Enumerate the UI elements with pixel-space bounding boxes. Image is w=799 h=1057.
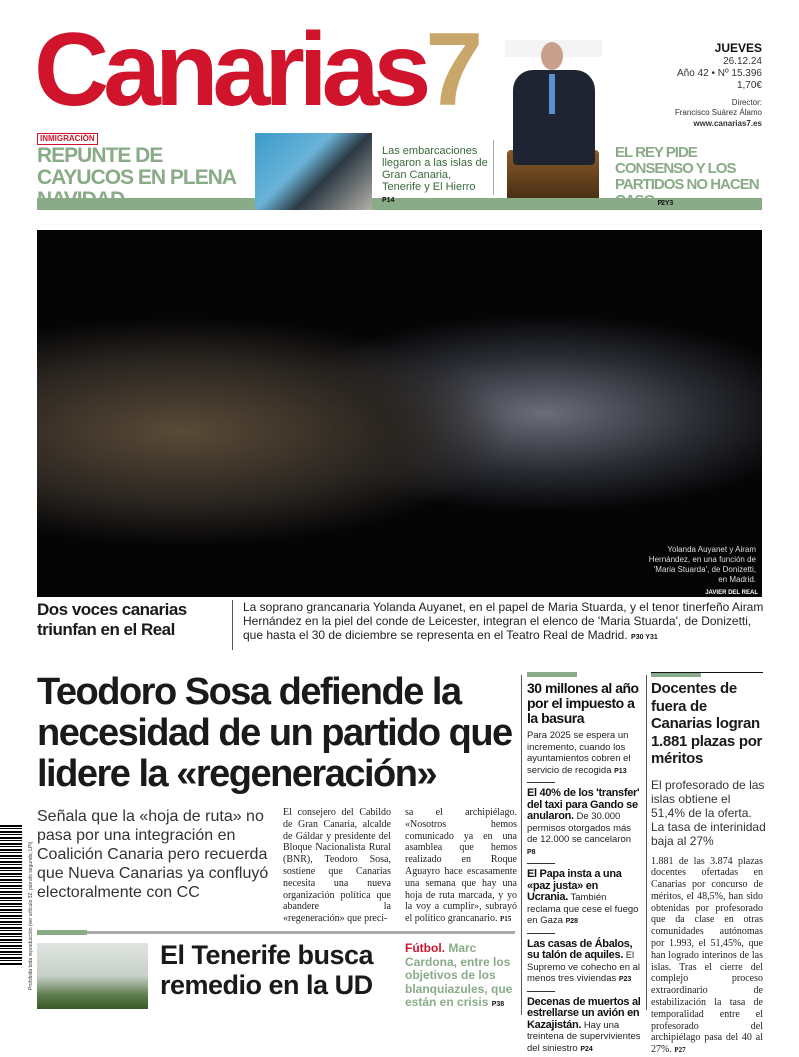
immigration-summary: [382, 145, 490, 207]
immigration-headline[interactable]: REPUNTE DE CAYUCOS EN PLENA NAVIDAD: [37, 145, 252, 211]
opera-title[interactable]: Dos voces canarias triunfan en el Real: [37, 600, 227, 640]
lead-headline[interactable]: Teodoro Sosa defiende la necesidad de un partido que lidere la «regeneración»: [37, 672, 517, 795]
page-ref: P15: [500, 915, 511, 923]
issue-number: Año 42 • Nº 15.396: [630, 68, 762, 80]
photo-credit: JAVIER DEL REAL: [705, 590, 758, 596]
sports-summary: [405, 942, 515, 1012]
brief-item[interactable]: [527, 869, 641, 928]
divider: [232, 600, 233, 650]
brief-item[interactable]: [527, 788, 641, 858]
director-label: Director:: [630, 98, 762, 108]
barcode: [0, 825, 22, 965]
lead-story: [37, 672, 517, 926]
brief-text: De 30.000 permisos otorgados más de 12.000 se cancelaron: [527, 811, 631, 845]
brief-headline: 30 millones al año por el impuesto a la basura: [527, 681, 641, 726]
masthead-logo: [34, 18, 477, 122]
teachers-subhead: El profesorado de las islas obtiene el 51,4% de la oferta. La tasa de interinidad baja al 27%: [651, 778, 766, 848]
brief-headline: El Papa insta a una «paz justa» en Ucrania.: [527, 868, 622, 903]
legal-notice: Prohibida toda reproducción (ver artículo 32, párrafo segundo, LPI): [28, 842, 34, 990]
logo-name: Canarias: [34, 12, 425, 128]
brief-item[interactable]: [527, 939, 641, 986]
column-divider: [521, 675, 522, 1015]
photo-caption: Yolanda Auyanet y Airam Hernández, en una función de 'Maria Stuarda', de Donizetti, en Madrid.: [646, 545, 756, 585]
price: 1,70€: [630, 80, 762, 92]
lead-body-col2: [405, 807, 517, 926]
lead-body: [37, 807, 517, 926]
brief-item[interactable]: [527, 681, 641, 777]
brief-text: También reclama que cese el fuego en Gaza: [527, 892, 638, 926]
sports-headline[interactable]: El Tenerife busca remedio en la UD: [160, 940, 395, 1000]
page-ref: P14: [382, 197, 394, 204]
teachers-story: [651, 680, 766, 1057]
page-ref: P23: [619, 976, 631, 983]
page-ref: P38: [492, 1001, 504, 1008]
logo-number: 7: [425, 12, 477, 128]
headline-text: EL REY PIDE CONSENSO Y LOS PARTIDOS NO HACEN CASO: [615, 144, 759, 209]
text: La soprano grancanaria Yolanda Auyanet, en el papel de Maria Stuarda, y el tenor tinerfeño Airam Hernández en la piel del conde de Leicester, integran el elenco de 'Maria Stuarda', de Donizetti, que hasta el 30 de diciembre se representa en el Teatro Real de Madrid.: [243, 600, 763, 642]
brief-text: Para 2025 se espera un incremento, cuando los ayuntamientos cobren el servicio de recogida: [527, 730, 631, 776]
date: 26.12.24: [630, 56, 762, 68]
teachers-headline[interactable]: Docentes de fuera de Canarias logran 1.881 plazas por méritos: [651, 680, 766, 768]
lead-subhead: Señala que la «hoja de ruta» no pasa por una integración en Coalición Canaria pero recuerda que Nueva Canarias ya confluyó electoralmente con CC: [37, 807, 269, 902]
brief-text: El Supremo ve cohecho en al menos tres viviendas: [527, 950, 640, 984]
text: 1.881 de las 3.874 plazas docentes ofertadas en Canarias por concurso de méritos, el 48,5%, han sido obtenidas por profesorado que da clase en otras comunidades autónomas por 1.993, el 51,45%, que han logrado interinos de las islas. Tras el cierre del complejo proceso extraordinario de estabilización la tasa de temporalidad entre el profesorado del archipiélago pasa del 40 al 27%.: [651, 856, 763, 1056]
page-ref: P13: [614, 768, 626, 775]
brief-headline: El 40% de los 'transfer' del taxi para Gando se anularon.: [527, 787, 639, 822]
page-ref: P24: [580, 1046, 592, 1053]
text: Marc Cardona, entre los objetivos de los blanquiazules, que están en crisis: [405, 941, 512, 1009]
page-ref: P8: [527, 849, 536, 856]
page-ref: P30 Y31: [631, 634, 658, 641]
text: sa el archipiélago. «Nosotros hemos comunicado ya en una asamblea que hemos realizado en Roque Aguayro hace escasamente una semana que hay una hoja de ruta marcada, y yo la voy a cumplir», subrayó el político grancanario.: [405, 807, 517, 924]
brief-headline: Decenas de muertos al estrellarse un avión en Kazajistán.: [527, 996, 641, 1031]
section-label: Fútbol.: [405, 941, 445, 955]
section-tag: INMIGRACIÓN: [37, 133, 98, 145]
tenerife-photo[interactable]: [37, 943, 148, 1009]
king-photo[interactable]: [505, 40, 602, 210]
opera-photo[interactable]: [37, 230, 762, 597]
accent-bar: [37, 930, 87, 935]
page-ref: P28: [566, 918, 578, 925]
divider: [493, 140, 494, 195]
opera-text: [243, 600, 768, 645]
accent-bar: [527, 672, 577, 677]
lead-body-col1: El consejero del Cabildo de Gran Canaria, alcalde de Gáldar y presidente del Bloque Nacionalista Rural (BNR), Teodoro Sosa, sostiene que Canarias necesita una nueva organización política que abandere la «regeneración» que preci-: [283, 807, 391, 925]
page-ref: P2 Y 3: [658, 200, 673, 207]
accent-bar: [651, 673, 701, 677]
cayuco-photo[interactable]: [255, 133, 372, 210]
issue-info: [630, 42, 762, 130]
briefs-column: [527, 681, 641, 1055]
page-ref: P27: [674, 1046, 685, 1054]
king-headline[interactable]: [615, 145, 765, 212]
director-name: Francisco Suárez Álamo: [630, 108, 762, 118]
summary-text: Las embarcaciones llegaron a las islas de Gran Canaria, Tenerife y El Hierro: [382, 145, 488, 193]
website-link[interactable]: www.canarias7.es: [630, 118, 762, 130]
column-divider: [646, 675, 647, 1010]
teachers-body: [651, 856, 763, 1057]
brief-headline: Las casas de Ábalos, su talón de aquiles.: [527, 938, 632, 962]
rule: [37, 931, 515, 934]
brief-text: Hay una treintena de supervivientes del siniestro: [527, 1020, 641, 1054]
brief-item[interactable]: [527, 997, 641, 1056]
weekday: JUEVES: [630, 42, 762, 54]
